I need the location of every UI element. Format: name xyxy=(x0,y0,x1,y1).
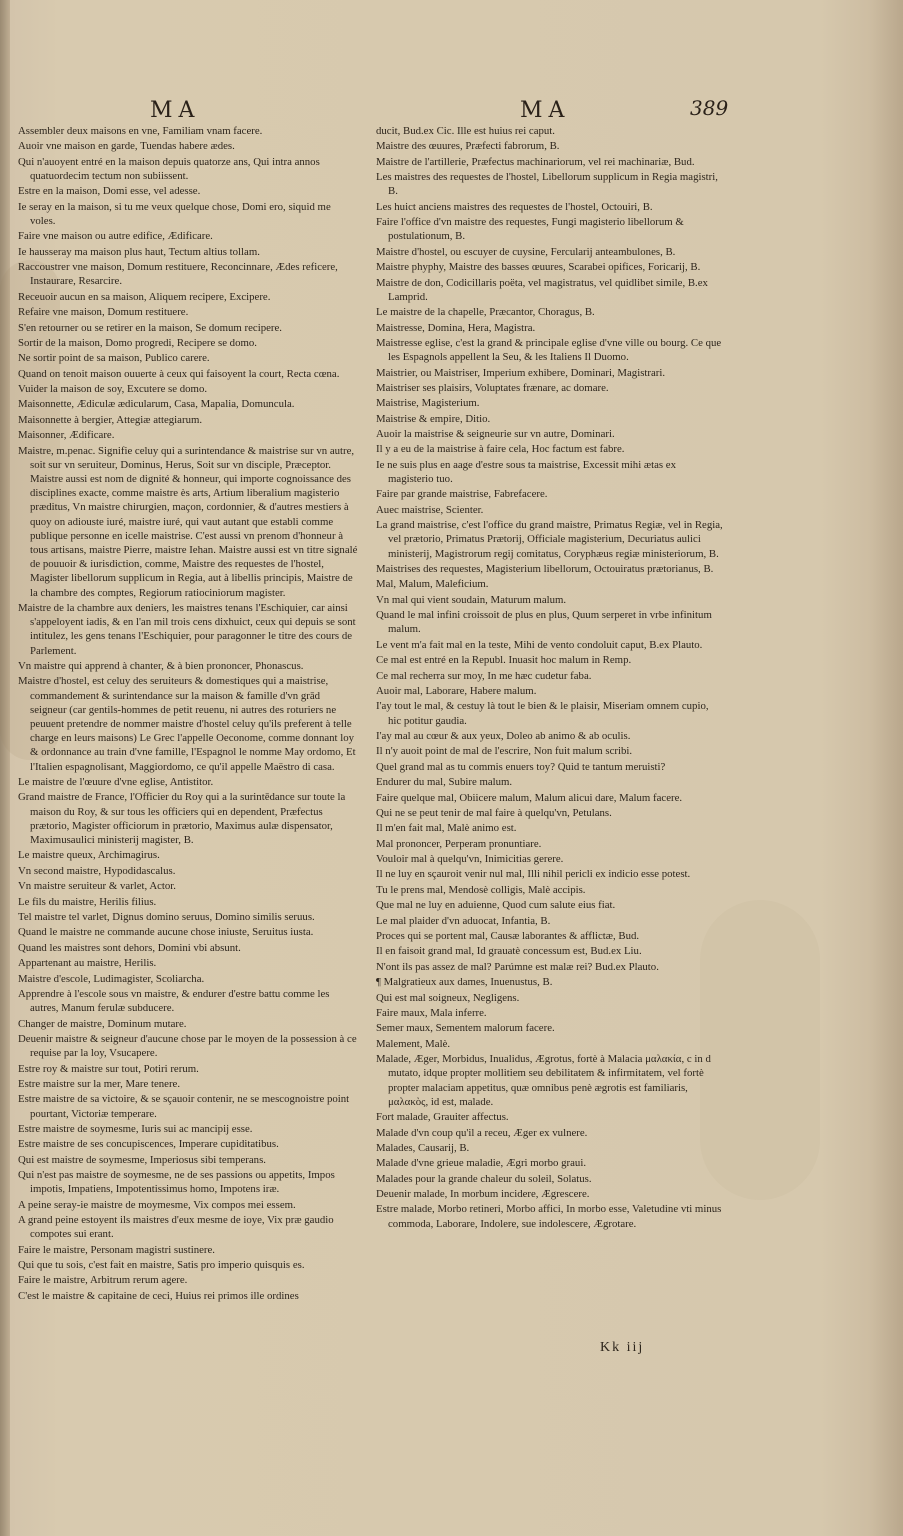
dictionary-entry: Vouloir mal à quelqu'vn, Inimicitias gerere. xyxy=(376,853,564,866)
dictionary-entry: Maistresse eglise, c'est la grand & principale eglise d'vne ville ou bourg. Ce que les Espagnols appellent la Seu, & les Italiens Il Duomo. xyxy=(376,336,722,364)
dictionary-entry: A peine seray-ie maistre de moymesme, Vix compos mei essem. xyxy=(18,1198,296,1211)
dictionary-entry: Maisonnette à bergier, Attegiæ attegiarum. xyxy=(18,413,203,426)
dictionary-entry: Maistrise & empire, Ditio. xyxy=(376,412,491,425)
dictionary-entry: Faire quelque mal, Obiicere malum, Malum alicui dare, Malum facere. xyxy=(376,791,683,804)
dictionary-entry: Ie seray en la maison, si tu me veux quelque chose, Domi ero, siquid me voles. xyxy=(18,200,331,227)
dictionary-entry: Maistre de l'artillerie, Præfectus machinariorum, vel rei machinariæ, Bud. xyxy=(376,155,695,168)
dictionary-entry: Vn maistre seruiteur & varlet, Actor. xyxy=(18,880,177,893)
dictionary-entry: Malade d'vne grieue maladie, Ægri morbo graui. xyxy=(376,1157,587,1170)
dictionary-entry: Tel maistre tel varlet, Dignus domino seruus, Domino similis seruus. xyxy=(18,911,315,924)
dictionary-entry: Que mal ne luy en aduienne, Quod cum salute eius fiat. xyxy=(376,899,616,912)
right-column xyxy=(376,124,723,1339)
dictionary-entry: Endurer du mal, Subire malum. xyxy=(376,776,513,789)
dictionary-entry: Refaire vne maison, Domum restituere. xyxy=(18,306,189,319)
dictionary-entry: Le maistre de l'œuure d'vne eglise, Antistitor. xyxy=(18,776,214,789)
dictionary-entry: Qui ne se peut tenir de mal faire à quelqu'vn, Petulans. xyxy=(376,806,612,819)
dictionary-entry: Tu le prens mal, Mendosè colligis, Malè accipis. xyxy=(376,883,586,896)
dictionary-entry: Ce mal est entré en la Republ. Inuasit hoc malum in Remp. xyxy=(376,654,632,667)
dictionary-entry: Sortir de la maison, Domo progredi, Recipere se domo. xyxy=(18,336,257,349)
dictionary-entry: Les huict anciens maistres des requestes de l'hostel, Octouiri, B. xyxy=(376,200,653,213)
dictionary-entry: Le fils du maistre, Herilis filius. xyxy=(18,895,157,908)
binding-edge xyxy=(0,0,10,1536)
dictionary-entry: Quand on tenoit maison ouuerte à ceux qui faisoyent la court, Recta cœna. xyxy=(18,367,340,380)
dictionary-entry: Ce mal recherra sur moy, In me hæc cudetur faba. xyxy=(376,669,592,682)
dictionary-entry: Assembler deux maisons en vne, Familiam vnam facere. xyxy=(18,125,263,137)
dictionary-entry: Quand les maistres sont dehors, Domini vbi absunt. xyxy=(18,941,241,954)
dictionary-entry: Faire vne maison ou autre edifice, Ædificare. xyxy=(18,230,213,243)
dictionary-entry: Il n'y auoit point de mal de l'escrire, Non fuit malum scribi. xyxy=(376,745,633,758)
dictionary-entry: Maisonner, Ædificare. xyxy=(18,429,115,442)
dictionary-entry: S'en retourner ou se retirer en la maison, Se domum recipere. xyxy=(18,321,282,334)
dictionary-entry: Qui que tu sois, c'est fait en maistre, Satis pro imperio quisquis es. xyxy=(18,1259,305,1272)
dictionary-entry: Qui est mal soigneux, Negligens. xyxy=(376,991,520,1004)
dictionary-entry: Estre roy & maistre sur tout, Potiri rerum. xyxy=(18,1062,199,1075)
dictionary-entry: Auoir vne maison en garde, Tuendas habere ædes. xyxy=(18,140,235,153)
dictionary-entry: Maistrier, ou Maistriser, Imperium exhibere, Dominari, Magistrari. xyxy=(376,366,666,379)
dictionary-entry: La grand maistrise, c'est l'office du grand maistre, Primatus Regiæ, vel in Regia, vel prætorio, Primatus Prætorij, Officiale magisterium, Decuriatus aulici ministerij, Magistrorum regij comitatus, Coryphæus regiæ ministeriorum, B. xyxy=(376,519,723,560)
running-head-right: MA xyxy=(520,98,571,123)
dictionary-entry: Mal, Malum, Maleficium. xyxy=(376,578,489,591)
dictionary-entry: Quand le mal infini croissoit de plus en plus, Quum serperet in vrbe infinitum malum. xyxy=(376,609,712,636)
dictionary-entry: Estre maistre de ses concupiscences, Imperare cupiditatibus. xyxy=(18,1138,279,1151)
dictionary-entry: Maistrises des requestes, Magisterium libellorum, Octouiratus prætorianus, B. xyxy=(376,563,714,576)
dictionary-entry: Maistre d'hostel, ou escuyer de cuysine, Fercularij anteambulones, B. xyxy=(376,245,676,258)
dictionary-entry: Maistre de la chambre aux deniers, les maistres tenans l'Eschiquier, car ainsi s'appeloyent iadis, & en l'an mil trois cens dixhuict, ceux qui depuis se sont intitulez, les gens tenans l'Eschiquier, pour paragonner le titre des cours de Parlement. xyxy=(18,602,356,657)
dictionary-entry: Faire maux, Mala inferre. xyxy=(376,1006,487,1019)
left-column xyxy=(18,124,358,1339)
dictionary-entry: Faire le maistre, Personam magistri sustinere. xyxy=(18,1243,215,1256)
dictionary-entry: Le vent m'a fait mal en la teste, Mihi de vento condoluit caput, B.ex Plauto. xyxy=(376,638,703,651)
dictionary-entry: Raccoustrer vne maison, Domum restituere, Reconcinnare, Ædes reficere, Instaurare, Resarcire. xyxy=(18,261,338,288)
dictionary-entry: Faire par grande maistrise, Fabrefacere. xyxy=(376,488,548,501)
dictionary-entry: Maistre d'hostel, est celuy des seruiteurs & domestiques qui a maistrise, commandement & surintendance sur la maison & famille d'vn grād seigneur (car gentils-hommes de petit reuenu, ni autres des roturiers ne peuuent pretendre de nommer maistre d'hostel celuy qu'ils preferent à telle charge en leurs maisons) Le Grec l'appelle Oeconome, comme donnant loy & ordonnance au train d'vne famille, l'Espagnol le nomme May ordomo, Et l'Italien espagnolisant, Maggiordomo, ce qu'il appelle Maëstro di casa. xyxy=(18,675,356,773)
dictionary-entry: Malade, Æger, Morbidus, Inualidus, Ægrotus, fortè à Malacia μαλακία, c in d mutato, idque propter mollitiem seu debilitatem & infirmitatem, vel fortè propter malaciam appetitus, quæ omnibus penè ægrotis est familiaris, μαλακὸς, id est, malade. xyxy=(376,1053,711,1108)
dictionary-entry: Ie hausseray ma maison plus haut, Tectum altius tollam. xyxy=(18,245,260,258)
page-number: 389 xyxy=(690,96,729,120)
dictionary-entry: Deuenir maistre & seigneur d'aucune chose par le moyen de la possession à ce requise par la loy, Vsucapere. xyxy=(18,1032,357,1060)
dictionary-entry: Changer de maistre, Dominum mutare. xyxy=(18,1017,187,1030)
dictionary-entry: Faire le maistre, Arbitrum rerum agere. xyxy=(18,1274,188,1287)
dictionary-entry: Proces qui se portent mal, Causæ laborantes & afflictæ, Bud. xyxy=(376,930,640,943)
dictionary-entry: I'ay tout le mal, & cestuy là tout le bien & le plaisir, Miseriam omnem cupio, hic potitur gaudia. xyxy=(376,700,709,727)
dictionary-entry: Fort malade, Grauiter affectus. xyxy=(376,1111,509,1124)
dictionary-entry: Maistre d'escole, Ludimagister, Scoliarcha. xyxy=(18,972,205,985)
dictionary-entry: ducit, Bud.ex Cic. Ille est huius rei caput. xyxy=(376,125,556,137)
dictionary-entry: Malades pour la grande chaleur du soleil, Solatus. xyxy=(376,1172,592,1185)
dictionary-entry: N'ont ils pas assez de mal? Parúmne est malæ rei? Bud.ex Plauto. xyxy=(376,960,659,973)
dictionary-entry: Vuider la maison de soy, Excutere se domo. xyxy=(18,383,208,396)
dictionary-entry: A grand peine estoyent ils maistres d'eux mesme de ioye, Vix præ gaudio compotes sui erant. xyxy=(18,1214,334,1241)
dictionary-entry: Maistriser ses plaisirs, Voluptates frænare, ac domare. xyxy=(376,381,609,394)
dictionary-entry: Les maistres des requestes de l'hostel, Libellorum supplicum in Regia magistri, B. xyxy=(376,171,718,198)
dictionary-entry: Estre en la maison, Domi esse, vel adesse. xyxy=(18,185,201,198)
dictionary-entry: Estre maistre sur la mer, Mare tenere. xyxy=(18,1077,181,1090)
dictionary-entry: Semer maux, Sementem malorum facere. xyxy=(376,1022,555,1035)
dictionary-entry: Le maistre queux, Archimagirus. xyxy=(18,849,160,862)
running-head-left: MA xyxy=(150,98,201,123)
dictionary-entry: Apprendre à l'escole sous vn maistre, & endurer d'estre battu comme les autres, Manum ferulæ subducere. xyxy=(18,987,330,1015)
dictionary-entry: Malades, Causarij, B. xyxy=(376,1141,470,1154)
dictionary-entry: Vn maistre qui apprend à chanter, & à bien prononcer, Phonascus. xyxy=(18,660,304,673)
dictionary-entry: Il en faisoit grand mal, Id grauatè concessum est, Bud.ex Liu. xyxy=(376,945,642,958)
dictionary-entry: Maistresse, Domina, Hera, Magistra. xyxy=(376,321,536,334)
dictionary-entry: Maistrise, Magisterium. xyxy=(376,397,480,410)
dictionary-entry: Quel grand mal as tu commis enuers toy? Quid te tantum meruisti? xyxy=(376,760,666,773)
dictionary-entry: Quand le maistre ne commande aucune chose iniuste, Seruitus iusta. xyxy=(18,926,314,939)
dictionary-entry: C'est le maistre & capitaine de ceci, Huius rei primos ille ordines xyxy=(18,1289,299,1302)
dictionary-entry: Malement, Malè. xyxy=(376,1037,451,1050)
dictionary-entry: I'ay mal au cœur & aux yeux, Doleo ab animo & ab oculis. xyxy=(376,729,631,742)
dictionary-entry: Deuenir malade, In morbum incidere, Ægrescere. xyxy=(376,1188,590,1201)
dictionary-entry: Le mal plaider d'vn aduocat, Infantia, B. xyxy=(376,914,551,927)
dictionary-entry: Grand maistre de France, l'Officier du Roy qui a la surintēdance sur toute la maison du Roy, & sur tous les officiers qui en dependent, Præfectus prætorio, Magister officiorum in prætorio, Maximus aulæ dispensator, Maximusaulici ministerij magister, B. xyxy=(18,791,346,847)
dictionary-entry: Il y a eu de la maistrise à faire cela, Hoc factum est fabre. xyxy=(376,443,625,456)
dictionary-entry: Faire l'office d'vn maistre des requestes, Fungi magisterio libellorum & postulationum, B. xyxy=(376,216,684,243)
dictionary-entry: Appartenant au maistre, Herilis. xyxy=(18,957,157,970)
dictionary-entry: Estre malade, Morbo retineri, Morbo affici, In morbo esse, Valetudine vti minus commoda, Laborare, Indolere, sue indolescere, Ægrotare. xyxy=(376,1203,722,1230)
dictionary-entry: Maistre phyphy, Maistre des basses œuures, Scarabei opifices, Foricarij, B. xyxy=(376,261,701,274)
dictionary-entry: Maistre des œuures, Præfecti fabrorum, B. xyxy=(376,140,560,153)
dictionary-entry: Auoir la maistrise & seigneurie sur vn autre, Dominari. xyxy=(376,428,615,441)
dictionary-entry: Malade d'vn coup qu'il a receu, Æger ex vulnere. xyxy=(376,1126,588,1139)
dictionary-entry: Maisonnette, Ædiculæ ædicularum, Casa, Mapalia, Domuncula. xyxy=(18,398,295,411)
dictionary-entry: Maistre de don, Codicillaris poëta, vel magistratus, vel quidlibet simile, B.ex Lamprid. xyxy=(376,276,708,303)
dictionary-entry: Estre maistre de soymesme, Iuris sui ac mancipij esse. xyxy=(18,1122,253,1135)
dictionary-entry: Auoir mal, Laborare, Habere malum. xyxy=(376,684,537,697)
dictionary-entry: Receuoir aucun en sa maison, Aliquem recipere, Excipere. xyxy=(18,290,271,303)
dictionary-entry: Maistre, m.penac. Signifie celuy qui a surintendance & maistrise sur vn autre, soit sur vn seruiteur, Dominus, Herus, Soit sur vn disciple, Præceptor. Maistre aussi est nom de dignité & honneur, qui importe cognoissance des disciplines exacte, comme maistre ès arts, Artium liberalium magisterio præditus, Vn maistre chirurgien, maçon, cordonnier, & d'autres mestiers à quoy on adiouste iuré, maistre iuré, qui vaut autant que establi comme publique personne en icelle maistrise. C'est aussi vn prenom d'honneur à tous artisans, maistre Pierre, maistre Iehan. Maistre aussi est vn titre signalé de pouuoir & iurisdiction, comme, Maistre des requestes de l'hostel, Magister libellorum supplicum in Regia, aut à libellis principis, Maistre de la chambre des comptes, Regiorum ratiociniorum magister. xyxy=(18,444,358,599)
dictionary-entry: Estre maistre de sa victoire, & se sçauoir contenir, ne se mescognoistre point pourtant, Victoriæ temperare. xyxy=(18,1093,350,1120)
dictionary-entry: Vn second maistre, Hypodidascalus. xyxy=(18,864,176,877)
signature-mark: Kk iij xyxy=(600,1340,645,1355)
dictionary-entry: Qui est maistre de soymesme, Imperiosus sibi temperans. xyxy=(18,1153,266,1166)
dictionary-entry: ¶ Malgratieux aux dames, Inuenustus, B. xyxy=(376,976,553,989)
dictionary-entry: Mal prononcer, Perperam pronuntiare. xyxy=(376,837,542,850)
dictionary-entry: Qui n'auoyent entré en la maison depuis quatorze ans, Qui intra annos quatuordecim tectum non subiissent. xyxy=(18,155,320,182)
dictionary-entry: Ne sortir point de sa maison, Publico carere. xyxy=(18,352,210,365)
dictionary-entry: Le maistre de la chapelle, Præcantor, Choragus, B. xyxy=(376,306,595,319)
dictionary-entry: Il ne luy en sçauroit venir nul mal, Illi nihil pericli ex indicio esse potest. xyxy=(376,868,691,881)
dictionary-entry: Il m'en fait mal, Malè animo est. xyxy=(376,822,517,835)
dictionary-entry: Vn mal qui vient soudain, Maturum malum. xyxy=(376,593,567,606)
dictionary-entry: Auec maistrise, Scienter. xyxy=(376,503,484,516)
dictionary-entry: Qui n'est pas maistre de soymesme, ne de ses passions ou appetits, Impos impotis, Impatiens, Impotentissimus homo, Impotens iræ. xyxy=(18,1169,335,1196)
dictionary-entry: Ie ne suis plus en aage d'estre sous ta maistrise, Excessit mihi ætas ex magisterio tuo. xyxy=(376,458,676,486)
